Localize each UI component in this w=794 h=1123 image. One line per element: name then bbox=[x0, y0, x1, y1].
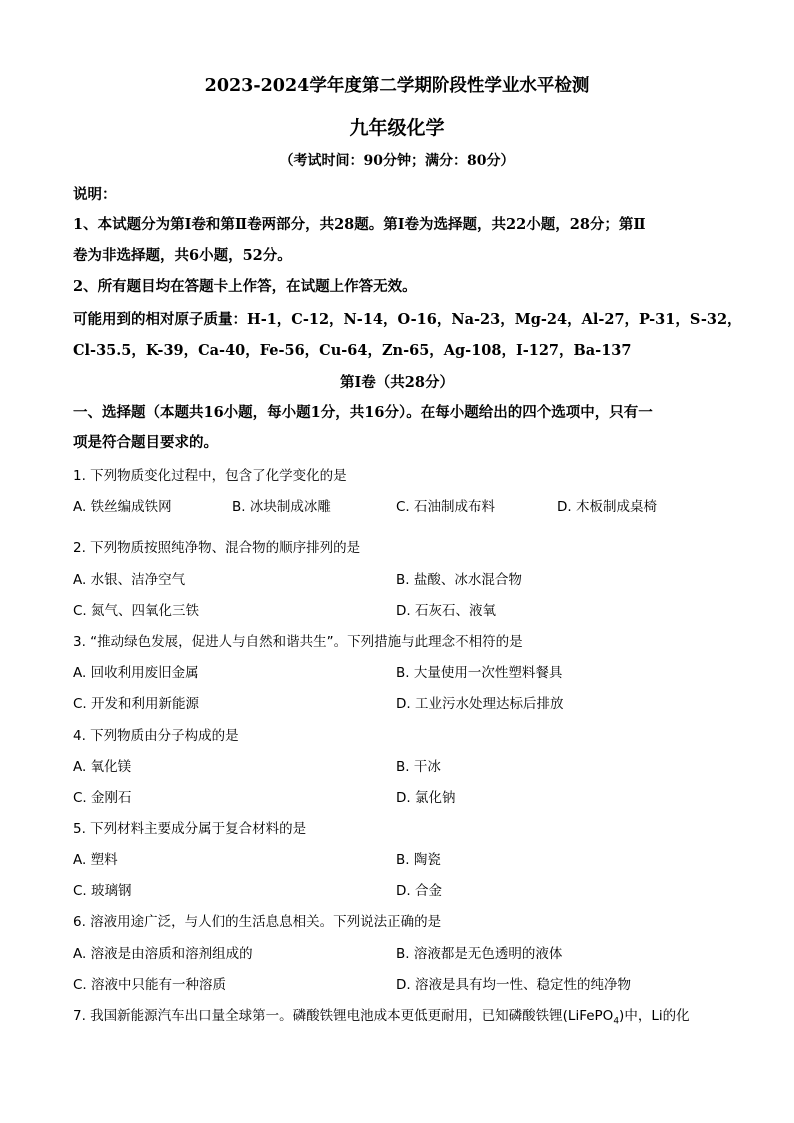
atomic-mass-line-1: 可能用到的相对原子质量：H-1，C-12，N-14，O-16，Na-23，Mg-24，Al-27，P-31，S-32， bbox=[73, 311, 742, 328]
question-3-option-a: A. 回收利用废旧金属 bbox=[73, 665, 199, 681]
question-2-stem: 2. 下列物质按照纯净物、混合物的顺序排列的是 bbox=[73, 540, 361, 556]
question-6-option-a: A. 溶液是由溶质和溶剂组成的 bbox=[73, 946, 253, 962]
section-title: 第Ⅰ卷（共28分） bbox=[340, 374, 454, 391]
question-1-option-c: C. 石油制成布料 bbox=[396, 499, 496, 515]
question-6-stem: 6. 溶液用途广泛，与人们的生活息息相关。下列说法正确的是 bbox=[73, 914, 442, 930]
question-1-option-a: A. 铁丝编成铁网 bbox=[73, 499, 172, 515]
question-3-option-d: D. 工业污水处理达标后排放 bbox=[396, 696, 564, 712]
question-4-option-b: B. 干冰 bbox=[396, 759, 441, 775]
question-3-option-c: C. 开发和利用新能源 bbox=[73, 696, 200, 712]
note-2: 2、所有题目均在答题卡上作答，在试题上作答无效。 bbox=[73, 278, 417, 295]
question-7-stem-b: )中，Li的化 bbox=[619, 1008, 690, 1024]
question-2-option-a: A. 水银、洁净空气 bbox=[73, 572, 186, 588]
exam-title: 2023-2024学年度第二学期阶段性学业水平检测 bbox=[204, 76, 590, 96]
question-5-option-b: B. 陶瓷 bbox=[396, 852, 441, 868]
question-6-option-d: D. 溶液是具有均一性、稳定性的纯净物 bbox=[396, 977, 631, 993]
question-6-option-b: B. 溶液都是无色透明的液体 bbox=[396, 946, 563, 962]
question-5-option-a: A. 塑料 bbox=[73, 852, 118, 868]
question-7-stem bbox=[73, 1004, 690, 1027]
question-3-option-b: B. 大量使用一次性塑料餐具 bbox=[396, 665, 563, 681]
question-3-stem: 3. “推动绿色发展，促进人与自然和谐共生”。下列措施与此理念不相符的是 bbox=[73, 634, 523, 650]
notes-label: 说明： bbox=[73, 186, 117, 203]
section-instruction-a: 一、选择题（本题共16小题，每小题1分，共16分）。在每小题给出的四个选项中，只有一 bbox=[73, 404, 653, 421]
question-4-stem: 4. 下列物质由分子构成的是 bbox=[73, 728, 239, 744]
note-1b: 卷为非选择题，共6小题，52分。 bbox=[73, 247, 292, 264]
question-4-option-c: C. 金刚石 bbox=[73, 790, 132, 806]
question-1-option-d: D. 木板制成桌椅 bbox=[557, 499, 657, 515]
section-instruction-b: 项是符合题目要求的。 bbox=[73, 434, 218, 451]
question-2-option-c: C. 氮气、四氧化三铁 bbox=[73, 603, 200, 619]
question-4-option-a: A. 氧化镁 bbox=[73, 759, 132, 775]
question-2-option-d: D. 石灰石、液氧 bbox=[396, 603, 496, 619]
note-1a: 1、本试题分为第Ⅰ卷和第Ⅱ卷两部分，共28题。第Ⅰ卷为选择题，共22小题，28分；第Ⅱ bbox=[73, 216, 646, 233]
question-1-stem: 1. 下列物质变化过程中，包含了化学变化的是 bbox=[73, 468, 347, 484]
question-5-option-c: C. 玻璃钢 bbox=[73, 883, 132, 899]
question-2-option-b: B. 盐酸、冰水混合物 bbox=[396, 572, 522, 588]
question-7-subscript: 4 bbox=[613, 1016, 620, 1027]
question-5-option-d: D. 合金 bbox=[396, 883, 442, 899]
question-1-option-b: B. 冰块制成冰雕 bbox=[232, 499, 331, 515]
question-5-stem: 5. 下列材料主要成分属于复合材料的是 bbox=[73, 821, 307, 837]
atomic-mass-line-2: Cl-35.5，K-39，Ca-40，Fe-56，Cu-64，Zn-65，Ag-108，I-127，Ba-137 bbox=[73, 342, 632, 359]
question-7-stem-a: 7. 我国新能源汽车出口量全球第一。磷酸铁锂电池成本更低更耐用，已知磷酸铁锂(LiFePO bbox=[73, 1008, 614, 1024]
question-4-option-d: D. 氯化钠 bbox=[396, 790, 456, 806]
question-6-option-c: C. 溶液中只能有一种溶质 bbox=[73, 977, 227, 993]
subject-title: 九年级化学 bbox=[349, 117, 445, 139]
exam-info: （考试时间：90分钟；满分：80分） bbox=[279, 153, 515, 169]
